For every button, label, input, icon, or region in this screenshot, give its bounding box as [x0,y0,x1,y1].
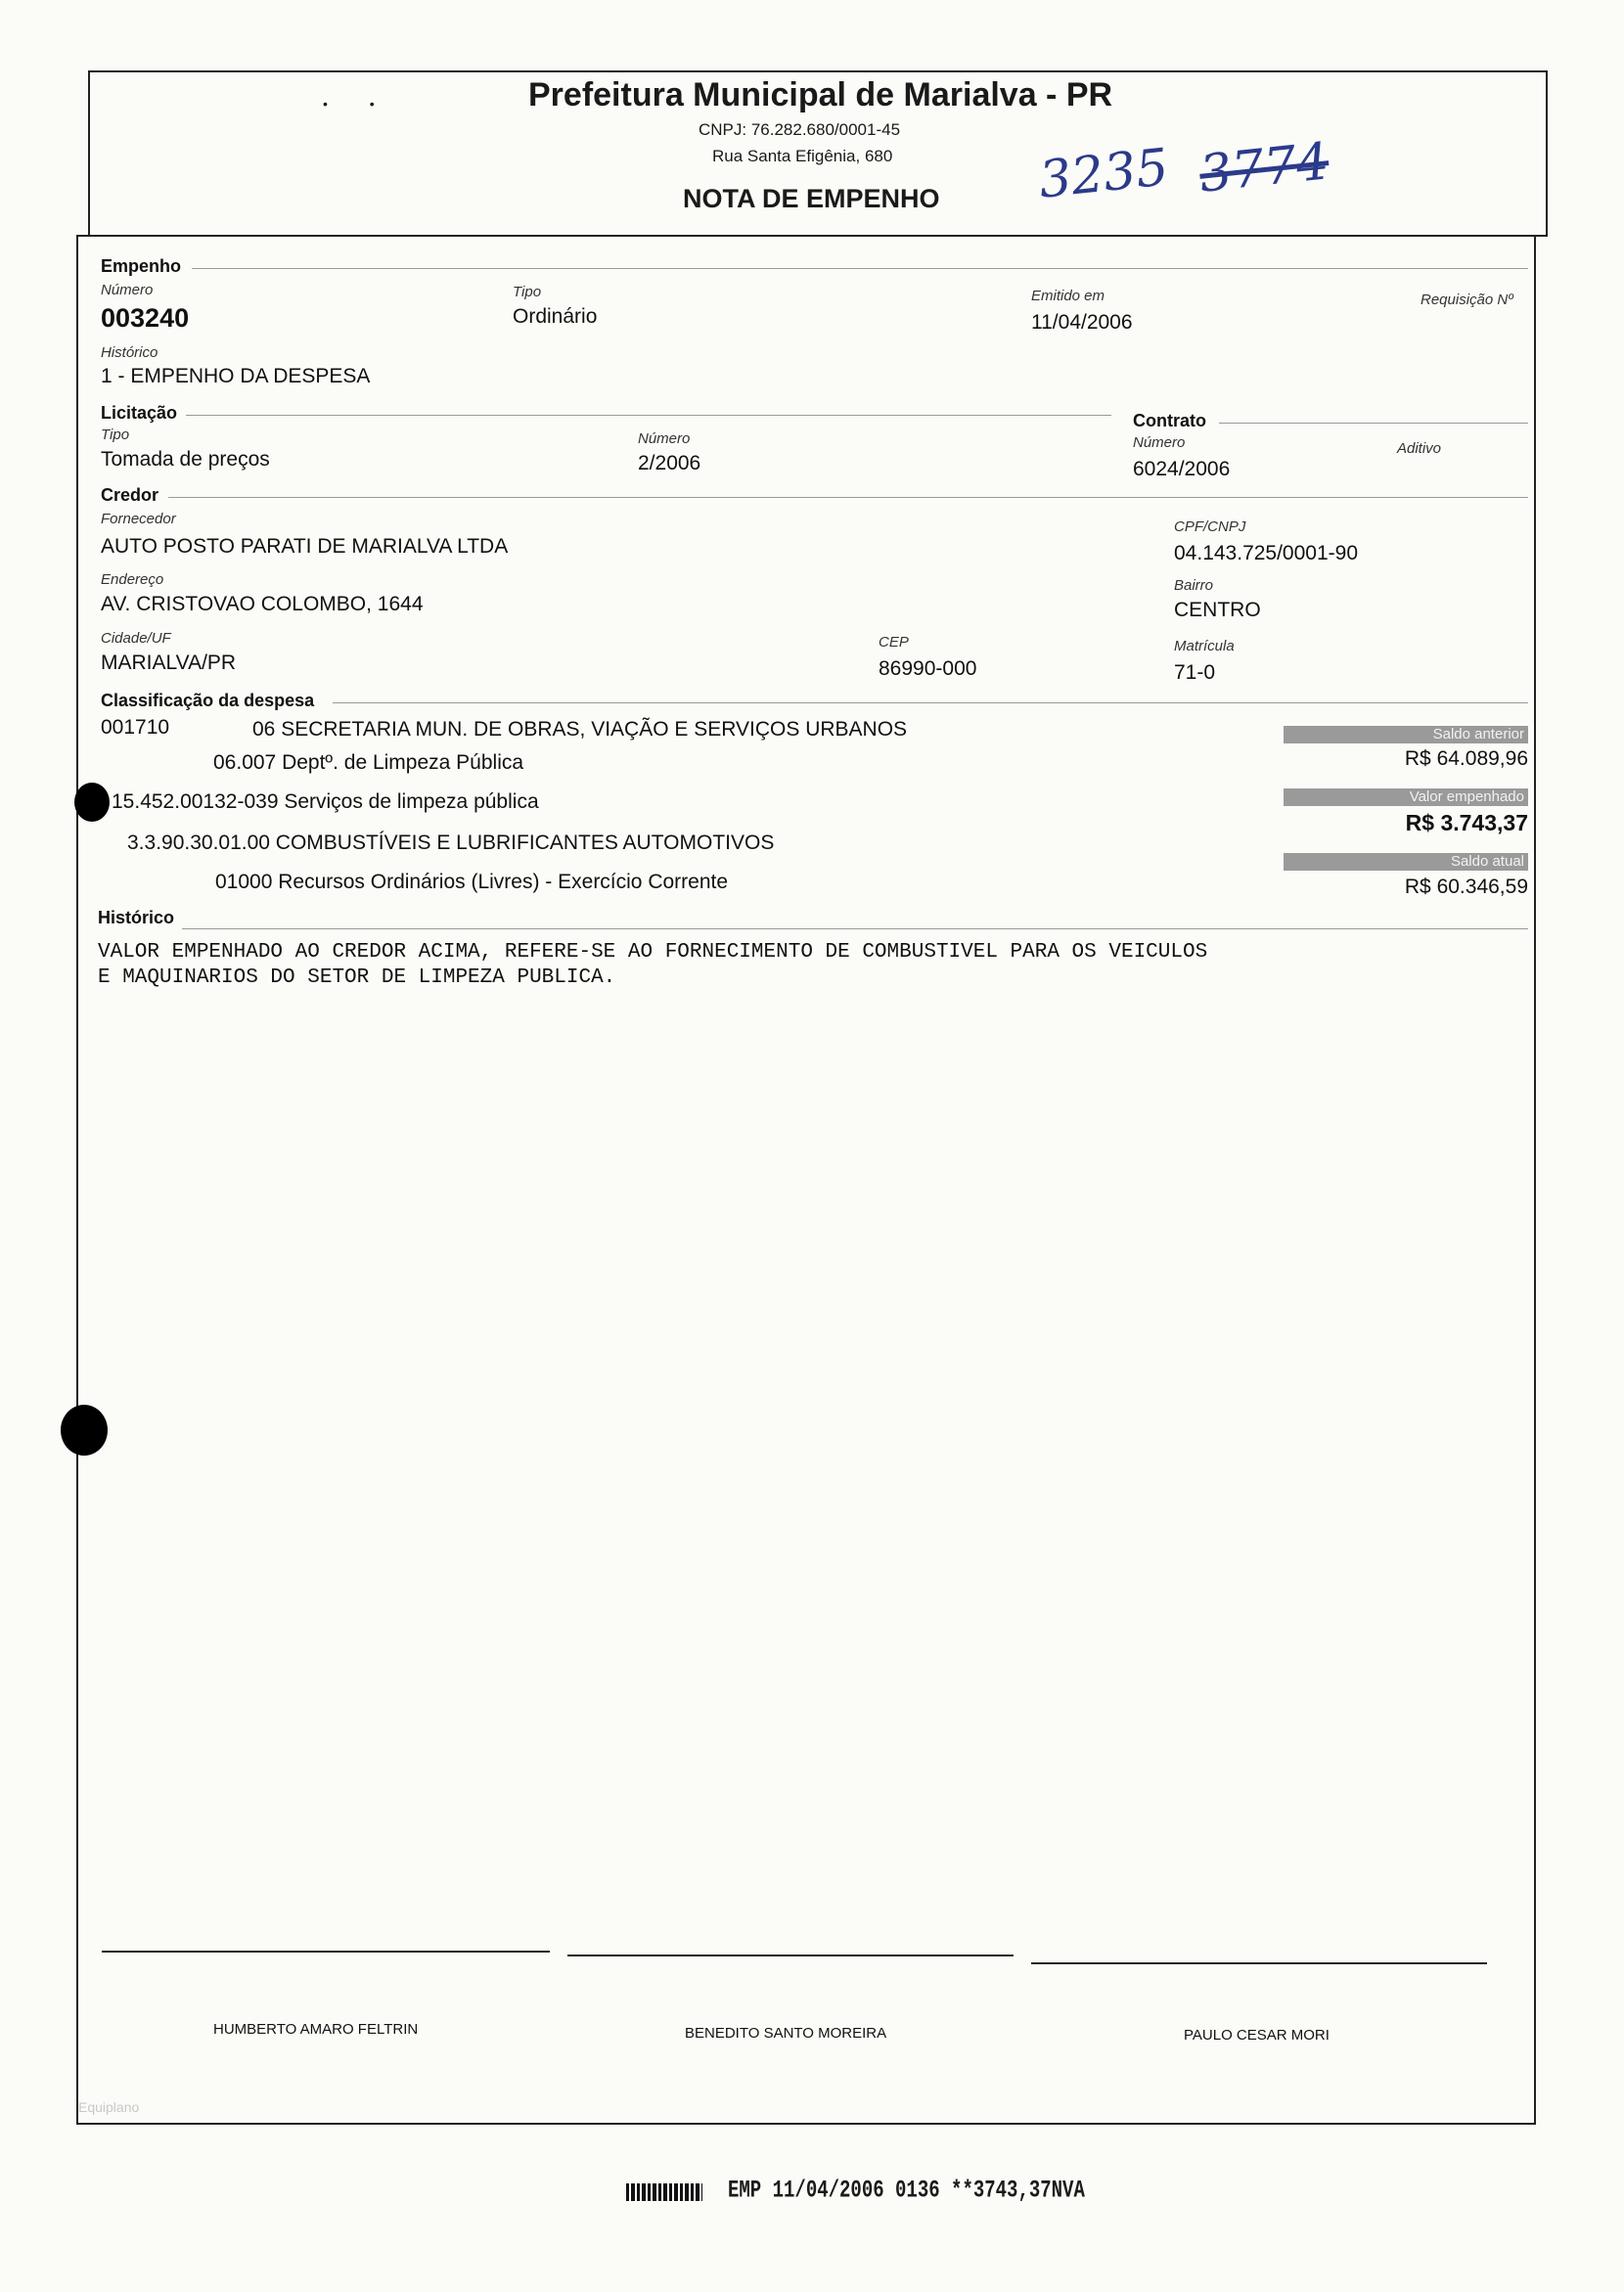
signature-line [102,1951,550,1953]
empenho-numero: 003240 [101,303,190,333]
empenho-numero-label: Número [101,282,154,298]
matricula-label: Matrícula [1174,638,1235,654]
classificacao-elemento: 3.3.90.30.01.00 COMBUSTÍVEIS E LUBRIFICANTES AUTOMOTIVOS [127,831,775,854]
licitacao-tipo-label: Tipo [101,427,130,443]
emitido-date: 11/04/2006 [1031,311,1133,334]
valor-empenhado-label: Valor empenhado [1284,788,1528,806]
footer-stamp: EMP 11/04/2006 0136 **3743,37NVA [728,2176,1085,2205]
divider [1219,423,1528,424]
section-contrato: Contrato [1133,411,1206,430]
signatory-1: HUMBERTO AMARO FELTRIN [213,2021,419,2038]
signature-line [567,1955,1014,1956]
section-classificacao: Classificação da despesa [101,691,315,710]
requisicao-label: Requisição Nº [1421,292,1513,308]
saldo-atual-value: R$ 60.346,59 [1404,876,1528,898]
fornecedor-name: AUTO POSTO PARATI DE MARIALVA LTDA [101,535,509,558]
cidade-label: Cidade/UF [101,630,171,647]
handwritten-number: 3235 [1036,138,1172,210]
credor-cnpj: 04.143.725/0001-90 [1174,542,1359,564]
empenho-tipo-label: Tipo [513,284,542,300]
divider [192,268,1528,269]
divider [168,497,1528,498]
valor-empenhado-value: R$ 3.743,37 [1405,810,1528,835]
historico-line-2: E MAQUINARIOS DO SETOR DE LIMPEZA PUBLICA. [98,966,616,989]
barcode-icon [626,2183,702,2201]
handwritten-crossed-number: 3774 [1196,132,1332,204]
section-historico: Histórico [98,908,175,927]
divider [186,415,1111,416]
empenho-historico: 1 - EMPENHO DA DESPESA [101,365,371,387]
signatory-3: PAULO CESAR MORI [1184,2027,1330,2044]
section-credor: Credor [101,485,159,505]
body-frame [76,235,1536,2125]
empenho-tipo: Ordinário [513,305,598,328]
page-title: Prefeitura Municipal de Marialva - PR [528,76,1113,113]
signatory-2: BENEDITO SANTO MOREIRA [685,2025,887,2042]
licitacao-numero-label: Número [638,430,691,447]
saldo-anterior-value: R$ 64.089,96 [1404,747,1528,770]
saldo-anterior-label: Saldo anterior [1284,726,1528,743]
header-address: Rua Santa Efigênia, 680 [712,147,893,165]
licitacao-tipo: Tomada de preços [101,448,270,471]
classificacao-unidade: 06.007 Deptº. de Limpeza Pública [213,751,524,774]
scan-specks: • • [323,96,375,112]
divider [333,702,1528,703]
credor-bairro: CENTRO [1174,599,1261,621]
signature-line [1031,1962,1487,1964]
emitido-label: Emitido em [1031,288,1105,304]
cnpj-label: CPF/CNPJ [1174,518,1246,535]
endereco-label: Endereço [101,571,164,588]
header-cnpj: CNPJ: 76.282.680/0001-45 [699,120,901,139]
classificacao-recurso: 01000 Recursos Ordinários (Livres) - Exercício Corrente [215,871,729,893]
credor-endereco: AV. CRISTOVAO COLOMBO, 1644 [101,593,424,615]
historico-line-1: VALOR EMPENHADO AO CREDOR ACIMA, REFERE-SE AO FORNECIMENTO DE COMBUSTIVEL PARA OS VEICULOS [98,941,1208,964]
empenho-historico-label: Histórico [101,344,158,361]
classificacao-codigo: 001710 [101,716,170,739]
saldo-atual-label: Saldo atual [1284,853,1528,871]
punch-hole [74,783,110,822]
classificacao-funcional: 15.452.00132-039 Serviços de limpeza pública [112,790,539,813]
divider [182,928,1528,929]
credor-matricula: 71-0 [1174,661,1216,684]
contrato-aditivo-label: Aditivo [1397,440,1442,457]
classificacao-orgao: 06 SECRETARIA MUN. DE OBRAS, VIAÇÃO E SERVIÇOS URBANOS [252,718,908,741]
credor-cidade: MARIALVA/PR [101,652,237,674]
punch-hole [61,1405,108,1456]
document-title: NOTA DE EMPENHO [683,184,940,213]
credor-cep: 86990-000 [879,657,977,680]
cep-label: CEP [879,634,909,651]
licitacao-numero: 2/2006 [638,452,701,474]
contrato-numero-label: Número [1133,434,1186,451]
software-watermark: Equiplano [78,2099,140,2115]
bairro-label: Bairro [1174,577,1214,594]
section-empenho: Empenho [101,256,182,276]
fornecedor-label: Fornecedor [101,511,176,527]
contrato-numero: 6024/2006 [1133,458,1231,480]
section-licitacao: Licitação [101,403,178,423]
